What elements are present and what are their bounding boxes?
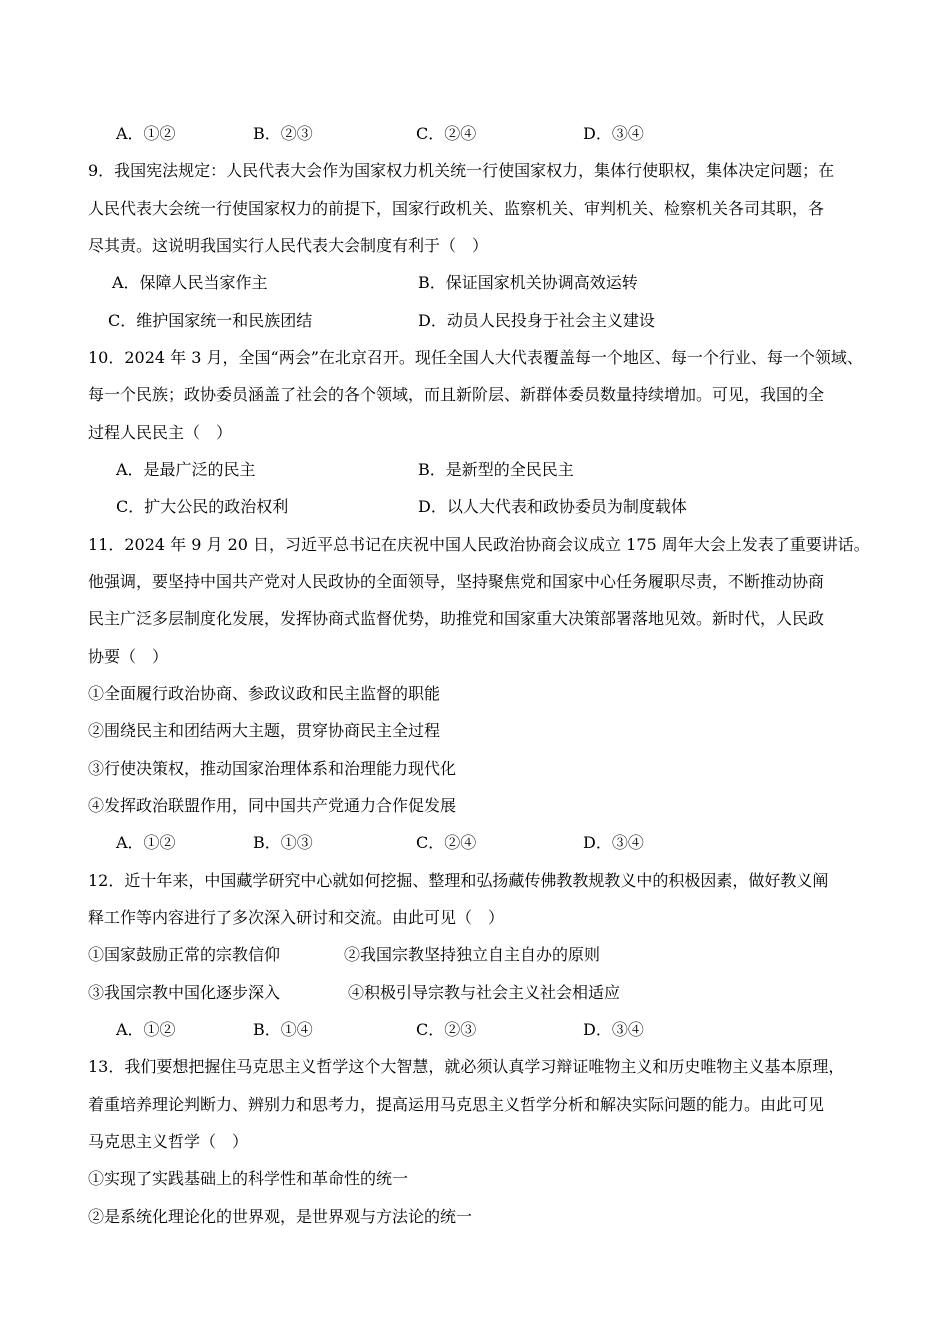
q11-item-1: ①全面履行政治协商、参政议政和民主监督的职能 [88,684,441,703]
q12-item-1: ①国家鼓励正常的宗教信仰 [88,945,281,964]
q12-option-c: C．②③ [416,1020,477,1039]
q8-option-c: C．②④ [416,124,477,143]
q13-stem-line-3: 马克思主义哲学（ ） [88,1132,249,1151]
q10-option-d: D．以人大代表和政协委员为制度载体 [418,497,687,516]
q9-stem-line-1: 9．我国宪法规定：人民代表大会作为国家权力机关统一行使国家权力，集体行使职权，集体决定问题；在 [88,161,835,180]
q10-option-a: A．是最广泛的民主 [116,460,256,479]
q13-stem-line-1: 13．我们要想把握住马克思主义哲学这个大智慧，就必须认真学习辩证唯物主义和历史唯物主义基本原理， [88,1057,845,1076]
q11-stem-line-2: 他强调，要坚持中国共产党对人民政协的全面领导，坚持聚焦党和国家中心任务履职尽责，不断推动协商 [88,572,825,591]
q12-stem-line-2: 释工作等内容进行了多次深入研讨和交流。由此可见（ ） [88,908,505,927]
q11-item-2: ②围绕民主和团结两大主题，贯穿协商民主全过程 [88,721,441,740]
q8-option-b: B．②③ [253,124,313,143]
q11-stem-line-3: 民主广泛多层制度化发展，发挥协商式监督优势，助推党和国家重大决策部署落地见效。新时代，人民政 [88,609,825,628]
q11-option-c: C．②④ [416,833,477,852]
q10-option-b: B．是新型的全民民主 [418,460,574,479]
q12-option-d: D．③④ [583,1020,644,1039]
q12-item-4: ④积极引导宗教与社会主义社会相适应 [348,983,621,1002]
q12-option-a: A．①② [116,1020,176,1039]
q11-item-3: ③行使决策权，推动国家治理体系和治理能力现代化 [88,759,457,778]
q10-stem-line-2: 每一个民族；政协委员涵盖了社会的各个领域，而且新阶层、新群体委员数量持续增加。可见，我国的全 [88,385,825,404]
q8-option-d: D．③④ [583,124,644,143]
q8-option-a: A．①② [116,124,176,143]
q12-item-3: ③我国宗教中国化逐步深入 [88,983,281,1002]
q9-option-a: A．保障人民当家作主 [112,273,268,292]
q9-stem-line-2: 人民代表大会统一行使国家权力的前提下，国家行政机关、监察机关、审判机关、检察机关各司其职，各 [88,199,825,218]
q11-item-4: ④发挥政治联盟作用，同中国共产党通力合作促发展 [88,796,457,815]
q11-option-a: A．①② [116,833,176,852]
q13-item-1: ①实现了实践基础上的科学性和革命性的统一 [88,1169,409,1188]
q12-item-2: ②我国宗教坚持独立自主自办的原则 [344,945,601,964]
q13-item-2: ②是系统化理论化的世界观，是世界观与方法论的统一 [88,1207,473,1226]
q9-option-c: C．维护国家统一和民族团结 [108,311,313,330]
q10-option-c: C．扩大公民的政治权利 [116,497,289,516]
q10-stem-line-3: 过程人民民主（ ） [88,423,233,442]
q11-stem-line-1: 11．2024 年 9 月 20 日，习近平总书记在庆祝中国人民政治协商会议成立 175 周年大会上发表了重要讲话。 [88,535,870,554]
q9-option-b: B．保证国家机关协调高效运转 [418,273,638,292]
q12-option-b: B．①④ [253,1020,313,1039]
q9-option-d: D．动员人民投身于社会主义建设 [418,311,655,330]
q11-stem-line-4: 协要（ ） [88,647,169,666]
q12-stem-line-1: 12．近十年来，中国藏学研究中心就如何挖掘、整理和弘扬藏传佛教教规教义中的积极因素，做好教义阐 [88,871,829,890]
q13-stem-line-2: 着重培养理论判断力、辨别力和思考力，提高运用马克思主义哲学分析和解决实际问题的能力。由此可见 [88,1095,825,1114]
q10-stem-line-1: 10．2024 年 3 月，全国“两会”在北京召开。现任全国人大代表覆盖每一个地区、每一个行业、每一个领域、 [88,348,863,367]
q9-stem-line-3: 尽其责。这说明我国实行人民代表大会制度有利于（ ） [88,236,489,255]
q11-option-d: D．③④ [583,833,644,852]
q11-option-b: B．①③ [253,833,313,852]
